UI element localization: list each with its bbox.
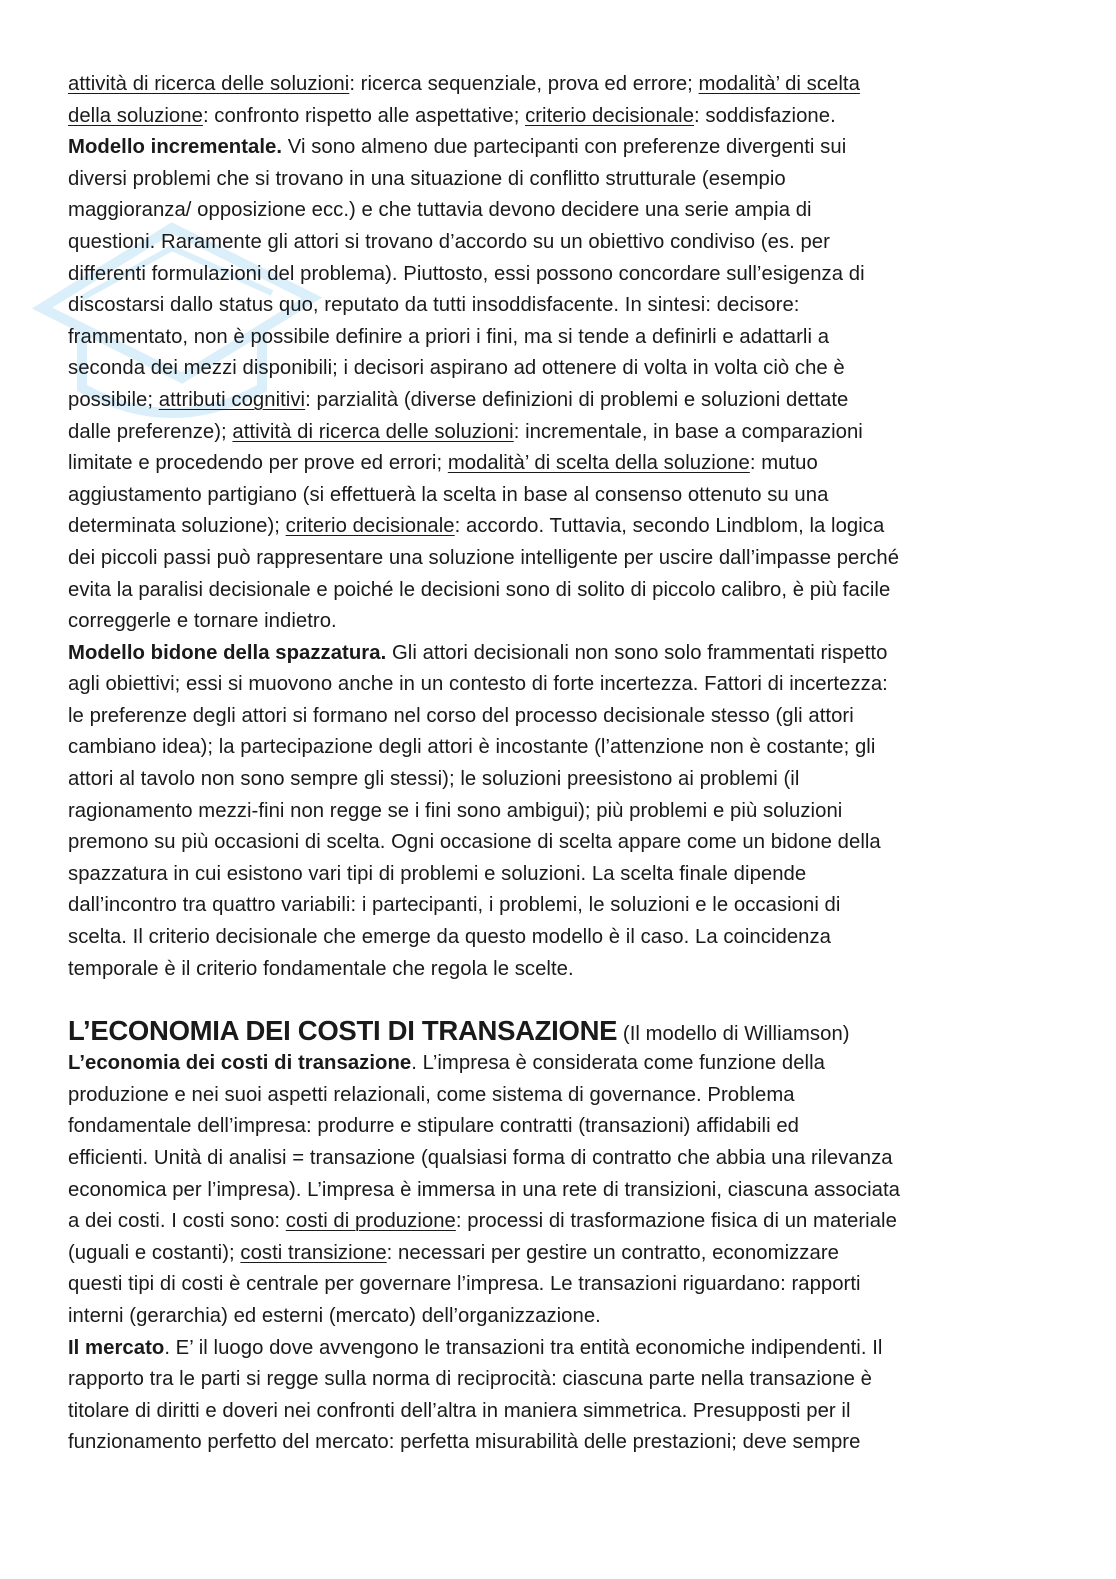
text-run: frammentato, non è possibile definire a priori i fini, ma si tende a definirli e adattarli a — [68, 325, 830, 348]
text-run: discostarsi dallo status quo, reputato da tutti insoddisfacente. In sintesi: decisore: — [68, 294, 800, 317]
text-line — [68, 132, 1058, 164]
heading-title: L’ECONOMIA DEI COSTI DI TRANSAZIONE — [68, 1015, 618, 1047]
text-run: premono su più occasioni di scelta. Ogni occasione di scelta appare come un bidone della — [68, 831, 881, 854]
text-line — [68, 669, 1058, 701]
text-run: : necessari per gestire un contratto, economizzare — [386, 1241, 839, 1264]
text-run: limitate e procedendo per prove ed errori; — [68, 452, 448, 475]
text-run: evita la paralisi decisionale e poiché le decisioni sono di solito di piccolo calibro, è più facile — [68, 578, 891, 601]
text-run: efficienti. Unità di analisi = transazione (qualsiasi forma di contratto che abbia una rilevanza — [68, 1147, 893, 1169]
text-run: : ricerca sequenziale, prova ed errore; — [349, 73, 699, 95]
text-run: : incrementale, in base a comparazioni — [513, 420, 863, 443]
text-run: cambiano idea); la partecipazione degli attori è incostante (l’attenzione non è costante; gli — [68, 736, 876, 759]
text-run: questioni. Raramente gli attori si trovano d’accordo su un obiettivo condiviso (es. per — [68, 230, 830, 253]
text-line — [68, 827, 1058, 859]
text-run: spazzatura in cui esistono vari tipi di problemi e soluzioni. La scelta finale dipende — [68, 862, 807, 885]
text-line — [68, 480, 1058, 512]
text-line — [68, 1080, 1058, 1112]
text-line — [68, 606, 1058, 638]
text-run: attori al tavolo non sono sempre gli stessi); le soluzioni preesistono ai problemi (il — [68, 768, 800, 791]
text-run: le preferenze degli attori si formano nel corso del processo decisionale stesso (gli attori — [68, 704, 854, 727]
text-line — [68, 322, 1058, 354]
text-run: : processi di trasformazione fisica di un materiale — [455, 1210, 897, 1233]
text-line — [68, 732, 1058, 764]
text-run: possibile; — [68, 388, 159, 411]
text-line — [68, 796, 1058, 828]
underlined-term: costi transizione — [240, 1241, 387, 1264]
text-run: maggioranza/ opposizione ecc.) e che tuttavia devono decidere una serie ampia di — [68, 199, 812, 222]
text-line — [68, 1048, 1058, 1080]
text-line — [68, 1238, 1058, 1270]
text-line — [68, 1427, 1058, 1459]
text-line — [68, 701, 1058, 733]
text-run: a dei costi. I costi sono: — [68, 1210, 286, 1233]
text-line — [68, 1206, 1058, 1238]
text-line — [68, 954, 1058, 986]
text-line — [68, 575, 1058, 607]
text-line — [68, 195, 1058, 227]
underlined-term: modalità’ di scelta — [698, 73, 860, 95]
text-run: Gli attori decisionali non sono solo frammentati rispetto — [386, 641, 888, 664]
text-line — [68, 227, 1058, 259]
underlined-term: modalità’ di scelta della soluzione — [447, 452, 750, 475]
text-line — [68, 290, 1058, 322]
bold-term: Il mercato — [68, 1336, 165, 1359]
text-line — [68, 511, 1058, 543]
text-run: produzione e nei suoi aspetti relazionali, come sistema di governance. Problema — [68, 1083, 795, 1106]
underlined-term: criterio decisionale — [285, 515, 455, 538]
underlined-term: attività di ricerca delle soluzioni — [68, 73, 350, 95]
text-line — [68, 543, 1058, 575]
text-run: : confronto rispetto alle aspettative; — [202, 104, 526, 127]
text-line — [68, 1301, 1058, 1333]
text-line — [68, 859, 1058, 891]
text-line — [68, 638, 1058, 670]
document-page — [68, 69, 1058, 1459]
text-run: economica per l’impresa). L’impresa è immersa in una rete di transizioni, ciascuna associata — [68, 1178, 900, 1201]
text-run: dei piccoli passi può rappresentare una soluzione intelligente per uscire dall’impasse perché — [68, 546, 900, 569]
text-run: Vi sono almeno due partecipanti con preferenze divergenti sui — [282, 136, 847, 159]
text-line — [68, 1143, 1058, 1175]
text-run: determinata soluzione); — [68, 515, 286, 538]
underlined-term: attributi cognitivi — [158, 388, 306, 411]
text-line — [68, 164, 1058, 196]
text-run: scelta. Il criterio decisionale che emerge da questo modello è il caso. La coincidenza — [68, 926, 832, 949]
text-line — [68, 385, 1058, 417]
text-line — [68, 259, 1058, 291]
underlined-term: attività di ricerca delle soluzioni — [232, 420, 514, 443]
text-line — [68, 448, 1058, 480]
heading-subtitle: (Il modello di Williamson) — [617, 1023, 850, 1046]
text-line — [68, 69, 1058, 101]
text-run: : parzialità (diverse definizioni di problemi e soluzioni dettate — [305, 388, 849, 411]
text-line — [68, 1364, 1058, 1396]
text-run: temporale è il criterio fondamentale che regola le scelte. — [68, 957, 574, 980]
text-run: differenti formulazioni del problema). Piuttosto, essi possono concordare sull’esigenza di — [68, 262, 865, 285]
text-line — [68, 890, 1058, 922]
bold-term: Modello incrementale. — [68, 136, 283, 159]
section-heading — [68, 1014, 1058, 1048]
text-run: interni (gerarchia) ed esterni (mercato) dell’organizzazione. — [68, 1304, 601, 1327]
underlined-term: costi di produzione — [285, 1210, 456, 1233]
text-run: ragionamento mezzi-fini non regge se i fini sono ambigui); più problemi e più soluzioni — [68, 799, 843, 822]
text-run: dalle preferenze); — [68, 420, 233, 443]
text-run: . L’impresa è considerata come funzione della — [411, 1052, 825, 1075]
text-run: : mutuo — [749, 452, 818, 475]
text-line — [68, 1175, 1058, 1207]
text-run: : accordo. Tuttavia, secondo Lindblom, la logica — [454, 515, 885, 538]
text-run: . E’ il luogo dove avvengono le transazioni tra entità economiche indipendenti. Il — [164, 1336, 883, 1359]
text-run: (uguali e costanti); — [68, 1241, 241, 1264]
section-transaction-costs — [68, 1048, 1058, 1459]
text-run: fondamentale dell’impresa: produrre e stipulare contratti (transazioni) affidabili ed — [68, 1115, 800, 1138]
bold-term: L’economia dei costi di transazione — [68, 1052, 412, 1075]
text-run: diversi problemi che si trovano in una situazione di conflitto strutturale (esempio — [68, 167, 786, 190]
text-run: funzionamento perfetto del mercato: perfetta misurabilità delle prestazioni; deve sempre — [68, 1431, 861, 1454]
text-line — [68, 922, 1058, 954]
text-line — [68, 353, 1058, 385]
text-line — [68, 764, 1058, 796]
text-run: correggerle e tornare indietro. — [68, 610, 337, 633]
text-line — [68, 1396, 1058, 1428]
underlined-term: criterio decisionale — [525, 104, 695, 127]
text-line — [68, 1111, 1058, 1143]
text-run: questi tipi di costi è centrale per governare l’impresa. Le transazioni riguardano: rapporti — [68, 1273, 861, 1296]
text-run: aggiustamento partigiano (si effettuerà la scelta in base al consenso ottenuto su una — [68, 483, 829, 506]
text-line — [68, 417, 1058, 449]
text-run: titolare di diritti e doveri nei confronti dell’altra in maniera simmetrica. Presupposti per il — [68, 1399, 851, 1422]
text-line — [68, 101, 1058, 133]
bold-term: Modello bidone della spazzatura. — [68, 641, 387, 664]
section-decision-models — [68, 69, 1058, 985]
text-line — [68, 1333, 1058, 1365]
text-run: dall’incontro tra quattro variabili: i partecipanti, i problemi, le soluzioni e le occasioni di — [68, 894, 841, 917]
underlined-term: della soluzione — [68, 104, 203, 127]
text-line — [68, 1269, 1058, 1301]
text-run: rapporto tra le parti si regge sulla norma di reciprocità: ciascuna parte nella transazione è — [68, 1368, 872, 1391]
text-run: agli obiettivi; essi si muovono anche in un contesto di forte incertezza. Fattori di incertezza: — [68, 673, 888, 696]
text-run: : soddisfazione. — [694, 104, 836, 127]
text-run: seconda dei mezzi disponibili; i decisori aspirano ad ottenere di volta in volta ciò che è — [68, 357, 845, 380]
